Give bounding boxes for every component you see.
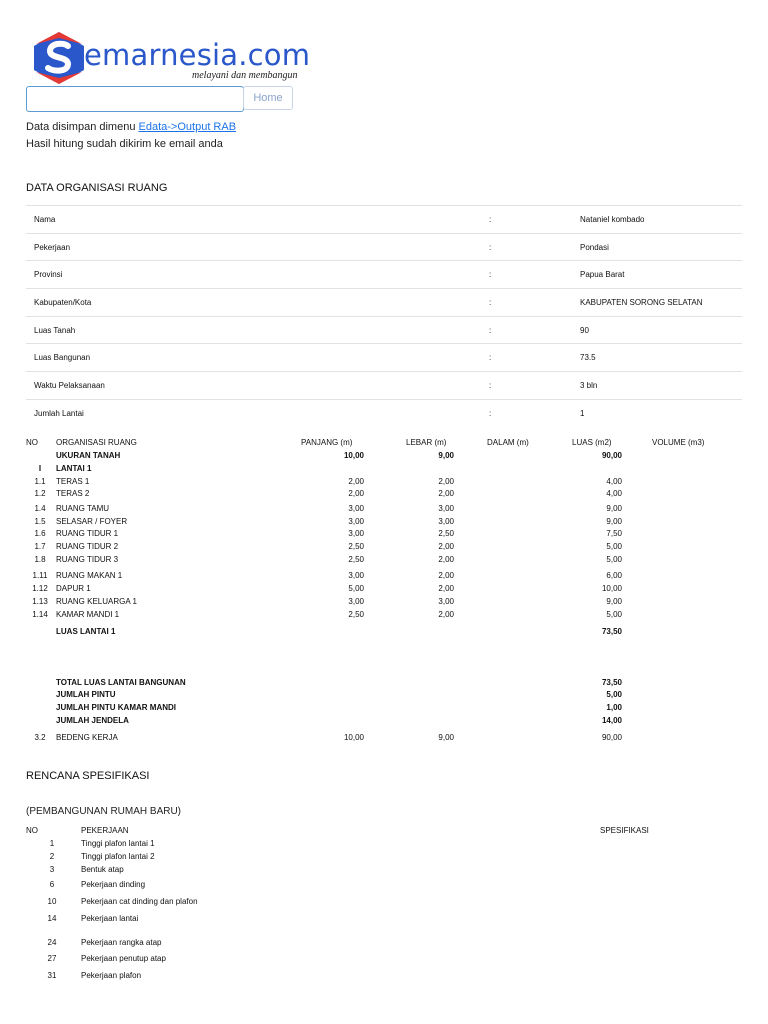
org-info-sep: : <box>489 270 492 279</box>
room-no: 1.14 <box>32 610 48 619</box>
room-luas: 73,50 <box>601 627 622 636</box>
room-lebar: 2,00 <box>438 584 454 593</box>
org-info-row <box>26 371 742 399</box>
org-info-sep: : <box>489 409 492 418</box>
org-info-value: Nataniel kombado <box>580 215 645 224</box>
rooms-header-luas: LUAS (m2) <box>572 438 612 447</box>
room-luas: 73,50 <box>601 678 622 687</box>
org-info-value: KABUPATEN SORONG SELATAN <box>580 298 703 307</box>
room-panjang: 3,00 <box>348 517 364 526</box>
spec-pekerjaan: Bentuk atap <box>81 865 124 874</box>
output-rab-link[interactable]: Edata->Output RAB <box>138 121 237 133</box>
room-no: 1.12 <box>32 584 48 593</box>
org-info-row <box>26 205 742 233</box>
rooms-header-dalam: DALAM (m) <box>487 438 529 447</box>
org-info-row <box>26 233 742 261</box>
org-info-label: Jumlah Lantai <box>34 409 84 418</box>
room-lebar: 9,00 <box>438 451 454 460</box>
room-name: TERAS 1 <box>56 477 90 486</box>
org-info-label: Pekerjaan <box>34 243 71 252</box>
org-info-sep: : <box>489 298 492 307</box>
rooms-header-name: ORGANISASI RUANG <box>56 438 137 447</box>
room-panjang: 5,00 <box>348 584 364 593</box>
spec-no: 3 <box>49 865 55 874</box>
room-luas: 1,00 <box>606 703 622 712</box>
home-button[interactable]: Home <box>243 86 293 110</box>
room-lebar: 2,00 <box>438 477 454 486</box>
room-lebar: 3,00 <box>438 517 454 526</box>
room-lebar: 3,00 <box>438 597 454 606</box>
room-name: TERAS 2 <box>56 489 90 498</box>
org-info-label: Provinsi <box>34 270 63 279</box>
org-info-label: Nama <box>34 215 56 224</box>
room-panjang: 10,00 <box>343 733 364 742</box>
org-info-sep: : <box>489 215 492 224</box>
room-lebar: 2,00 <box>438 610 454 619</box>
room-panjang: 2,00 <box>348 477 364 486</box>
spec-pekerjaan: Pekerjaan cat dinding dan plafon <box>81 897 198 906</box>
room-no: I <box>38 464 42 473</box>
room-panjang: 3,00 <box>348 571 364 580</box>
org-info-label: Waktu Pelaksanaan <box>34 381 105 390</box>
room-name: JUMLAH PINTU <box>56 690 116 699</box>
org-info-value: 90 <box>580 326 589 335</box>
room-luas: 90,00 <box>601 451 622 460</box>
room-no: 1.8 <box>34 555 46 564</box>
room-luas: 5,00 <box>606 610 622 619</box>
spec-no: 31 <box>47 971 57 980</box>
org-info-value: 1 <box>580 409 585 418</box>
room-name: UKURAN TANAH <box>56 451 121 460</box>
org-info-label: Kabupaten/Kota <box>34 298 92 307</box>
room-name: RUANG MAKAN 1 <box>56 571 123 580</box>
org-info-value: Papua Barat <box>580 270 625 279</box>
org-info-value: 73.5 <box>580 353 596 362</box>
org-info-sep: : <box>489 353 492 362</box>
org-info-sep: : <box>489 243 492 252</box>
rooms-header-volume: VOLUME (m3) <box>652 438 705 447</box>
room-lebar: 2,00 <box>438 571 454 580</box>
org-info-row <box>26 260 742 288</box>
room-panjang: 2,00 <box>348 489 364 498</box>
email-notice: Hasil hitung sudah dikirim ke email anda <box>26 138 223 150</box>
room-luas: 7,50 <box>606 529 622 538</box>
room-luas: 6,00 <box>606 571 622 580</box>
spec-no: 1 <box>49 839 55 848</box>
room-luas: 4,00 <box>606 477 622 486</box>
org-info-row <box>26 316 742 344</box>
room-name: JUMLAH PINTU KAMAR MANDI <box>56 703 176 712</box>
org-info-row <box>26 343 742 371</box>
logo-text: emarnesia.com <box>84 38 311 72</box>
room-lebar: 2,00 <box>438 489 454 498</box>
logo-tagline: melayani dan membangun <box>192 70 298 81</box>
spec-pekerjaan: Pekerjaan lantai <box>81 914 139 923</box>
room-panjang: 3,00 <box>348 597 364 606</box>
spec-no: 24 <box>47 938 57 947</box>
saved-message <box>26 121 236 133</box>
room-luas: 9,00 <box>606 517 622 526</box>
spec-pekerjaan: Tinggi plafon lantai 2 <box>81 852 155 861</box>
org-info-label: Luas Bangunan <box>34 353 91 362</box>
room-name: RUANG TIDUR 3 <box>56 555 119 564</box>
spec-no: 14 <box>47 914 57 923</box>
room-name: LUAS LANTAI 1 <box>56 627 116 636</box>
spec-no: 6 <box>49 880 55 889</box>
room-lebar: 9,00 <box>438 733 454 742</box>
room-no: 1.4 <box>34 504 46 513</box>
org-section-title: DATA ORGANISASI RUANG <box>26 182 168 194</box>
spec-pekerjaan: Pekerjaan plafon <box>81 971 142 980</box>
spec-pekerjaan: Tinggi plafon lantai 1 <box>81 839 155 848</box>
spec-section-title: RENCANA SPESIFIKASI <box>26 770 150 782</box>
org-info-sep: : <box>489 381 492 390</box>
org-info-row <box>26 288 742 316</box>
org-info-sep: : <box>489 326 492 335</box>
room-name: JUMLAH JENDELA <box>56 716 129 725</box>
room-name: KAMAR MANDI 1 <box>56 610 120 619</box>
room-luas: 5,00 <box>606 542 622 551</box>
rooms-header-no: NO <box>26 438 38 447</box>
room-name: SELASAR / FOYER <box>56 517 128 526</box>
room-panjang: 3,00 <box>348 529 364 538</box>
room-no: 1.1 <box>34 477 46 486</box>
room-no: 1.2 <box>34 489 46 498</box>
org-info-label: Luas Tanah <box>34 326 76 335</box>
room-luas: 5,00 <box>606 690 622 699</box>
org-info-value: Pondasi <box>580 243 609 252</box>
saved-message-text: Data disimpan dimenu <box>26 121 136 133</box>
room-luas: 90,00 <box>601 733 622 742</box>
room-name: RUANG TAMU <box>56 504 110 513</box>
spec-subtitle: (PEMBANGUNAN RUMAH BARU) <box>26 806 182 817</box>
spec-pekerjaan: Pekerjaan penutup atap <box>81 954 166 963</box>
spec-header-pekerjaan: PEKERJAAN <box>81 826 129 835</box>
room-lebar: 2,50 <box>438 529 454 538</box>
room-luas: 14,00 <box>601 716 622 725</box>
room-panjang: 3,00 <box>348 504 364 513</box>
room-no: 3.2 <box>34 733 46 742</box>
room-lebar: 2,00 <box>438 542 454 551</box>
room-name: RUANG TIDUR 2 <box>56 542 119 551</box>
org-info-row <box>26 399 742 427</box>
spec-no: 10 <box>47 897 57 906</box>
room-panjang: 2,50 <box>348 542 364 551</box>
room-panjang: 2,50 <box>348 555 364 564</box>
room-name: RUANG TIDUR 1 <box>56 529 119 538</box>
room-lebar: 3,00 <box>438 504 454 513</box>
rooms-header-lebar: LEBAR (m) <box>406 438 447 447</box>
search-input[interactable] <box>26 86 244 112</box>
room-no: 1.5 <box>34 517 46 526</box>
room-name: BEDENG KERJA <box>56 733 118 742</box>
room-no: 1.13 <box>32 597 48 606</box>
spec-pekerjaan: Pekerjaan rangka atap <box>81 938 162 947</box>
spec-no: 2 <box>49 852 55 861</box>
spec-header-no: NO <box>26 826 38 835</box>
room-luas: 10,00 <box>601 584 622 593</box>
logo-mark-icon <box>32 30 86 84</box>
spec-no: 27 <box>47 954 57 963</box>
room-name: RUANG KELUARGA 1 <box>56 597 137 606</box>
room-luas: 4,00 <box>606 489 622 498</box>
spec-header-spesifikasi: SPESIFIKASI <box>600 826 649 835</box>
room-panjang: 10,00 <box>343 451 364 460</box>
room-no: 1.6 <box>34 529 46 538</box>
room-name: DAPUR 1 <box>56 584 91 593</box>
room-no: 1.11 <box>32 571 48 580</box>
room-no: 1.7 <box>34 542 46 551</box>
room-luas: 5,00 <box>606 555 622 564</box>
site-logo[interactable] <box>32 28 312 88</box>
room-luas: 9,00 <box>606 504 622 513</box>
room-name: LANTAI 1 <box>56 464 92 473</box>
rooms-header-panjang: PANJANG (m) <box>301 438 353 447</box>
spec-pekerjaan: Pekerjaan dinding <box>81 880 146 889</box>
room-lebar: 2,00 <box>438 555 454 564</box>
room-luas: 9,00 <box>606 597 622 606</box>
room-panjang: 2,50 <box>348 610 364 619</box>
room-name: TOTAL LUAS LANTAI BANGUNAN <box>56 678 186 687</box>
org-info-value: 3 bln <box>580 381 598 390</box>
